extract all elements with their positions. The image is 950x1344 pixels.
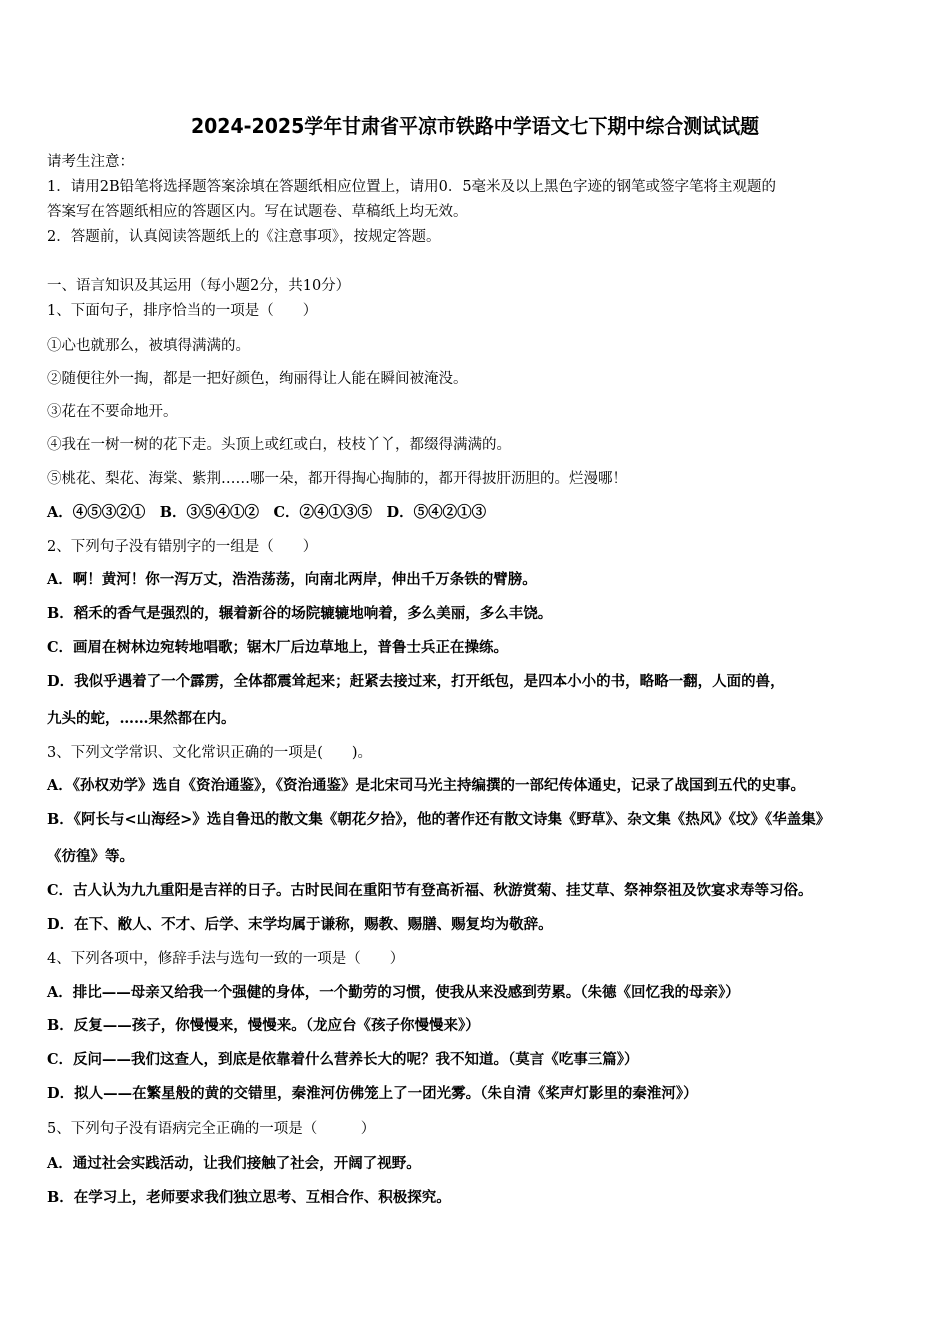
notice-item-2: 2．答题前，认真阅读答题纸上的《注意事项》，按规定答题。 <box>47 229 441 245</box>
question-5-stem: 5、下列句子没有语病完全正确的一项是（ ） <box>47 1121 376 1137</box>
question-3-stem: 3、下列文学常识、文化常识正确的一项是( )。 <box>47 745 373 761</box>
question-4-option-c: C．反问——我们这查人，到底是依靠着什么营养长大的呢？我不知道。（莫言《吃事三篇》） <box>47 1051 639 1068</box>
question-3-option-b-line-2: 《彷徨》等。 <box>47 848 134 865</box>
notice-item-1-line-2: 答案写在答题纸相应的答题区内。写在试题卷、草稿纸上均无效。 <box>47 204 468 220</box>
question-2-option-c: C．画眉在树林边宛转地唱歌；锯木厂后边草地上，普鲁士兵正在操练。 <box>47 639 509 656</box>
question-3-option-b-line-1: B．《阿长与<山海经>》选自鲁迅的散文集《朝花夕拾》，他的著作还有散文诗集《野草》、杂文集《热风》《坟》《华盖集》 <box>47 811 831 828</box>
question-1-stem: 1、下面句子，排序恰当的一项是（ ） <box>47 303 318 319</box>
question-3-option-a: A．《孙权劝学》选自《资治通鉴》，《资治通鉴》是北宋司马光主持编撰的一部纪传体通史，记录了战国到五代的史事。 <box>47 777 805 794</box>
question-1-sentence-4: ④我在一树一树的花下走。头顶上或红或白，枝枝丫丫，都缀得满满的。 <box>47 437 511 453</box>
section-heading: 一、语言知识及其运用（每小题2分，共10分） <box>47 278 351 294</box>
question-4-option-b: B．反复——孩子，你慢慢来，慢慢来。（龙应台《孩子你慢慢来》） <box>47 1017 480 1034</box>
question-5-option-a: A．通过社会实践活动，让我们接触了社会，开阔了视野。 <box>47 1155 421 1172</box>
notice-item-1-line-1: 1．请用2B铅笔将选择题答案涂填在答题纸相应位置上，请用0．5毫米及以上黑色字迹的钢笔或签字笔将主观题的 <box>47 179 777 195</box>
question-3-option-c: C．古人认为九九重阳是吉祥的日子。古时民间在重阳节有登高祈福、秋游赏菊、挂艾草、祭神祭祖及饮宴求寿等习俗。 <box>47 882 813 899</box>
question-4-option-a: A．排比——母亲又给我一个强健的身体，一个勤劳的习惯，使我从来没感到劳累。（朱德《回忆我的母亲》） <box>47 984 740 1001</box>
question-2-option-a: A．啊！黄河！你一泻万丈，浩浩荡荡，向南北两岸，伸出千万条铁的臂膀。 <box>47 571 537 588</box>
question-2-option-d-line-2: 九头的蛇，……果然都在内。 <box>47 710 236 727</box>
question-2-option-d-line-1: D．我似乎遇着了一个霹雳，全体都震耸起来；赶紧去接过来，打开纸包，是四本小小的书，略略一翻，人面的兽， <box>47 673 785 690</box>
question-2-option-b: B．稻禾的香气是强烈的，辗着新谷的场院辘辘地响着，多么美丽，多么丰饶。 <box>47 605 553 622</box>
notice-heading: 请考生注意： <box>47 154 134 170</box>
question-1-sentence-3: ③花在不要命地开。 <box>47 404 178 420</box>
question-3-option-d: D．在下、敝人、不才、后学、末学均属于谦称，赐教、赐膳、赐复均为敬辞。 <box>47 916 553 933</box>
question-5-option-b: B．在学习上，老师要求我们独立思考、互相合作、积极探究。 <box>47 1189 451 1206</box>
question-2-stem: 2、下列句子没有错别字的一组是（ ） <box>47 539 318 555</box>
question-4-option-d: D．拟人——在繁星般的黄的交错里，秦淮河仿佛笼上了一团光雾。（朱自清《桨声灯影里的秦淮河》） <box>47 1085 698 1102</box>
question-1-sentence-1: ①心也就那么，被填得满满的。 <box>47 338 250 354</box>
question-4-stem: 4、下列各项中，修辞手法与选句一致的一项是（ ） <box>47 951 405 967</box>
question-1-sentence-5: ⑤桃花、梨花、海棠、紫荆……哪一朵，都开得掏心掏肺的，都开得披肝沥胆的。烂漫哪！ <box>47 471 627 487</box>
question-1-options: A．④⑤③②① B．③⑤④①② C．②④①③⑤ D．⑤④②①③ <box>47 504 487 521</box>
exam-title: 2024-2025学年甘肃省平凉市铁路中学语文七下期中综合测试试题 <box>190 114 760 138</box>
question-1-sentence-2: ②随便往外一掏，都是一把好颜色，绚丽得让人能在瞬间被淹没。 <box>47 371 468 387</box>
